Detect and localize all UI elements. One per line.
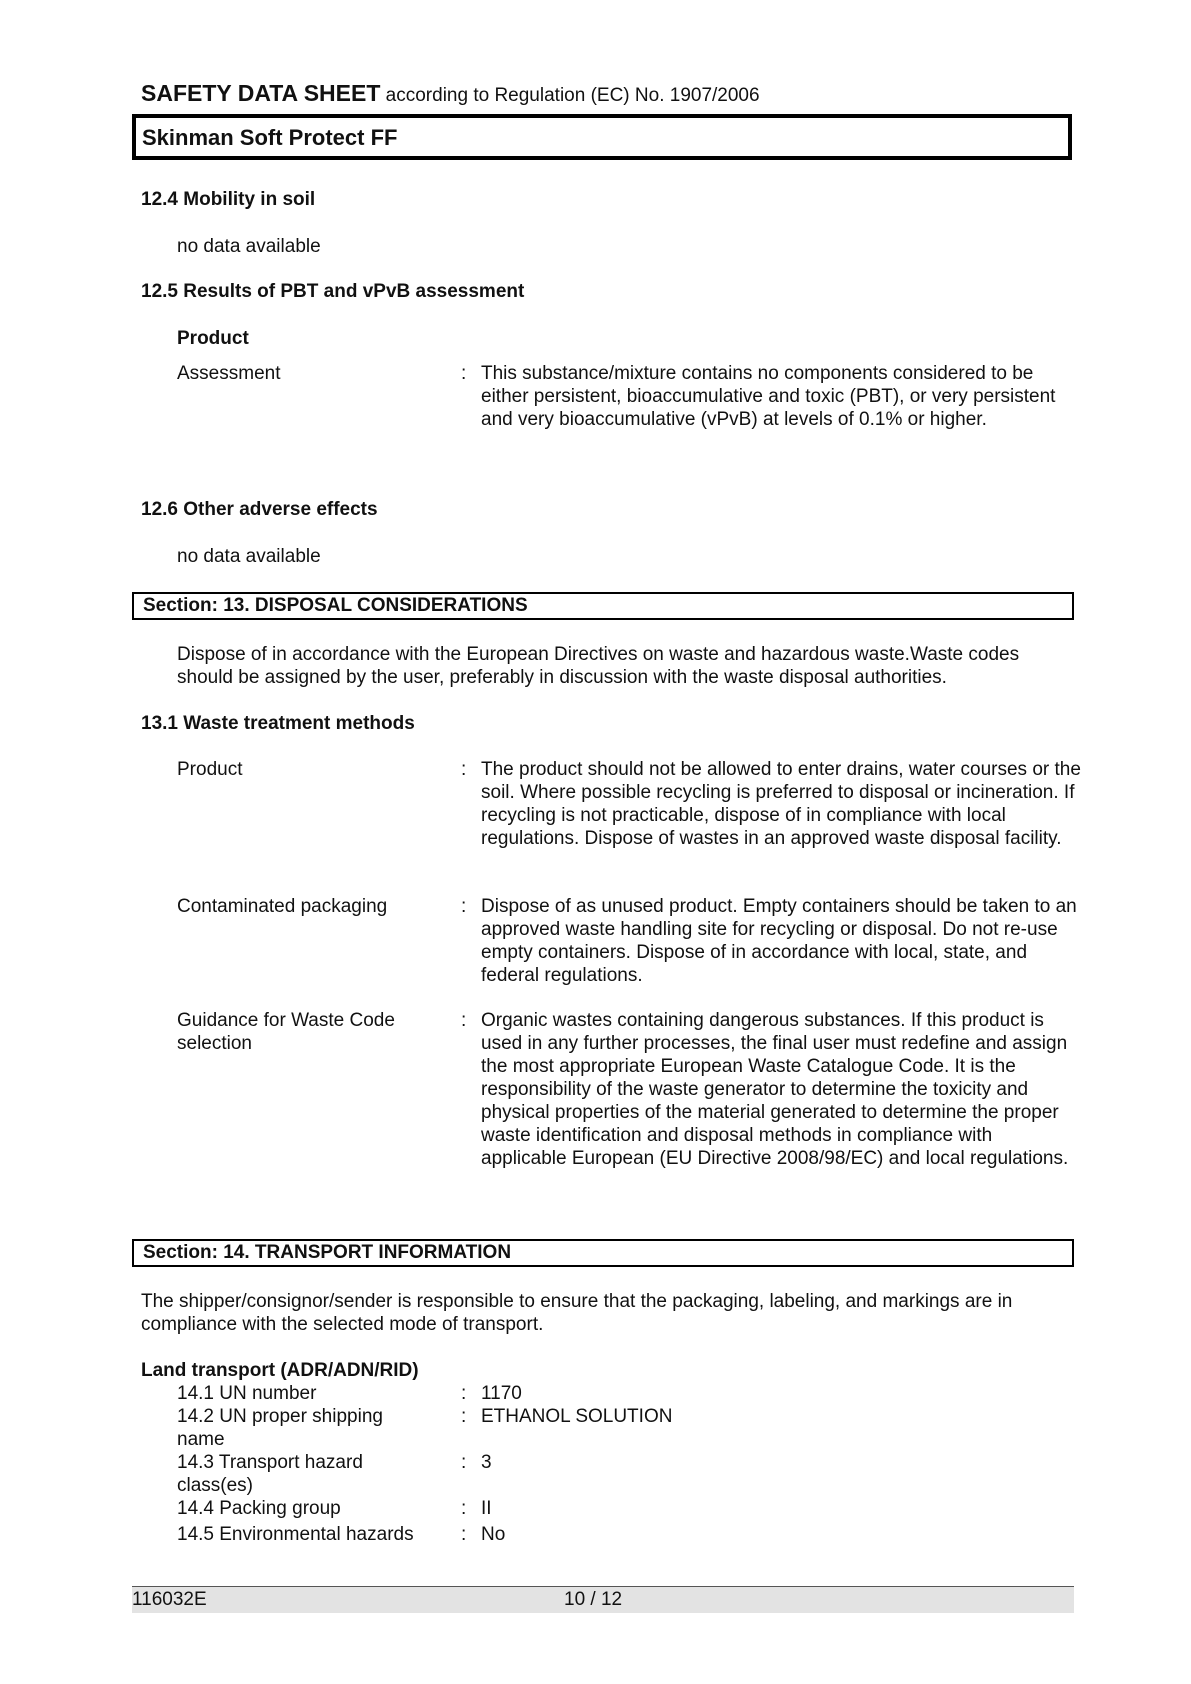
colon: : bbox=[461, 1524, 467, 1545]
subheading-product: Product bbox=[177, 328, 249, 349]
label-packing-group: 14.4 Packing group bbox=[177, 1498, 341, 1519]
value-packing-group: II bbox=[481, 1498, 492, 1519]
document-title bbox=[141, 79, 760, 110]
footer-document-code: 116032E bbox=[132, 1589, 207, 1610]
heading-land-transport: Land transport (ADR/ADN/RID) bbox=[141, 1360, 419, 1381]
label-contaminated-packaging: Contaminated packaging bbox=[177, 896, 388, 917]
colon: : bbox=[461, 759, 467, 780]
colon: : bbox=[461, 1383, 467, 1404]
section-14-intro: The shipper/consignor/sender is responsible to ensure that the packaging, labeling, and markings are in compliance with the selected mode of transport. bbox=[141, 1291, 1013, 1335]
heading-12-4: 12.4 Mobility in soil bbox=[141, 189, 316, 210]
colon: : bbox=[461, 1406, 467, 1427]
product-name-box bbox=[132, 114, 1072, 160]
label-product: Product bbox=[177, 759, 243, 780]
value-shipping-name: ETHANOL SOLUTION bbox=[481, 1406, 673, 1427]
value-product: The product should not be allowed to enter drains, water courses or the soil. Where possible recycling is preferred to disposal or incineration. If recycling is not practicable, dispose of in compliance with local regulations. Dispose of wastes in an approved waste disposal facility. bbox=[481, 759, 1081, 849]
value-environmental-hazards: No bbox=[481, 1524, 506, 1545]
heading-13-1: 13.1 Waste treatment methods bbox=[141, 713, 415, 734]
section-13-intro: Dispose of in accordance with the European Directives on waste and hazardous waste.Waste codes should be assigned by the user, preferably in discussion with the waste disposal authorities. bbox=[177, 644, 1020, 688]
colon: : bbox=[461, 1010, 467, 1031]
heading-12-5: 12.5 Results of PBT and vPvB assessment bbox=[141, 281, 525, 302]
text-12-4: no data available bbox=[177, 236, 321, 257]
colon: : bbox=[461, 363, 467, 384]
value-assessment: This substance/mixture contains no components considered to be either persistent, bioaccumulative and toxic (PBT), or very persistent and very bioaccumulative (vPvB) at levels of 0.1% or higher. bbox=[481, 363, 1056, 430]
title-bold: SAFETY DATA SHEET bbox=[141, 80, 381, 106]
label-assessment: Assessment bbox=[177, 363, 281, 384]
value-un-number: 1170 bbox=[481, 1383, 522, 1404]
value-contaminated-packaging: Dispose of as unused product. Empty containers should be taken to an approved waste handling site for recycling or disposal. Do not re-use empty containers. Dispose of in accordance with local, state, and federal regulations. bbox=[481, 896, 1077, 986]
text-12-6: no data available bbox=[177, 546, 321, 567]
label-hazard-class: 14.3 Transport hazard class(es) bbox=[177, 1452, 363, 1496]
colon: : bbox=[461, 1498, 467, 1519]
colon: : bbox=[461, 1452, 467, 1473]
value-hazard-class: 3 bbox=[481, 1452, 492, 1473]
label-environmental-hazards: 14.5 Environmental hazards bbox=[177, 1524, 414, 1545]
colon: : bbox=[461, 896, 467, 917]
footer-page-number: 10 / 12 bbox=[564, 1589, 623, 1610]
label-un-number: 14.1 UN number bbox=[177, 1383, 317, 1404]
title-regulation: according to Regulation (EC) No. 1907/2006 bbox=[380, 85, 760, 106]
label-shipping-name: 14.2 UN proper shipping name bbox=[177, 1406, 383, 1450]
label-waste-code-guidance: Guidance for Waste Code selection bbox=[177, 1010, 395, 1054]
section-14-title: Section: 14. TRANSPORT INFORMATION bbox=[132, 1239, 1074, 1267]
section-13-title: Section: 13. DISPOSAL CONSIDERATIONS bbox=[132, 592, 1074, 620]
value-waste-code-guidance: Organic wastes containing dangerous substances. If this product is used in any further processes, the final user must redefine and assign the most appropriate European Waste Catalogue Code. It is the responsibility of the waste generator to determine the toxicity and physical properties of the material generated to determine the proper waste identification and disposal methods in compliance with applicable European (EU Directive 2008/98/EC) and local regulations. bbox=[481, 1010, 1069, 1169]
product-name: Skinman Soft Protect FF bbox=[142, 125, 398, 150]
heading-12-6: 12.6 Other adverse effects bbox=[141, 499, 378, 520]
